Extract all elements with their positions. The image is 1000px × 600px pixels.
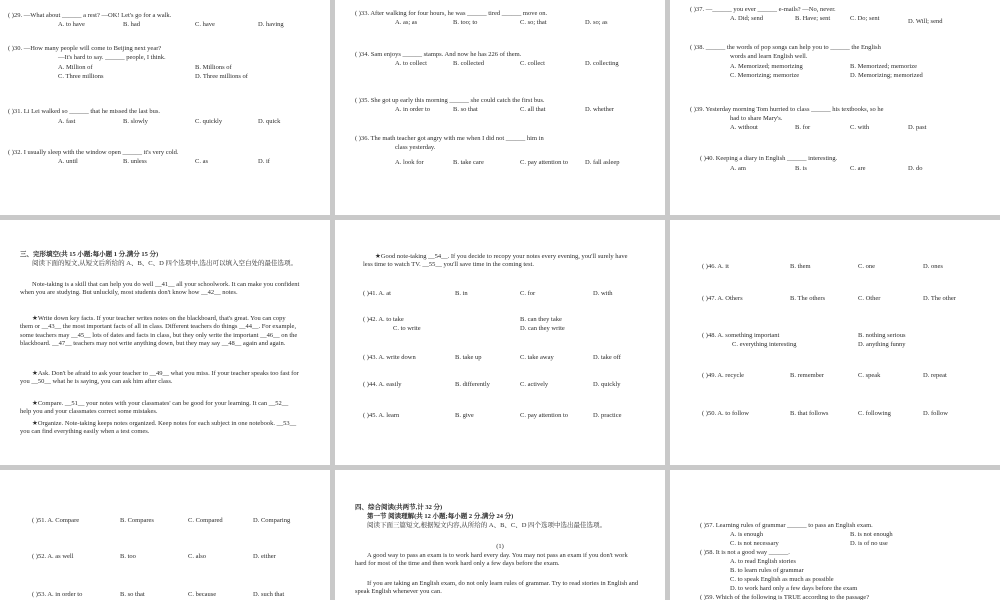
question-text: ( )29. —What about ______ a rest? —OK! Let's go for a walk. [8,12,172,19]
question-text: D. Will; send [908,18,943,25]
question-text: B. too; to [453,19,478,26]
question-text: ( )45. A. learn [363,412,400,419]
question-text: ( )33. After walking for four hours, he was ______ tired ______ move on. [355,10,548,17]
question-text: C. have [195,21,215,28]
question-text: D. follow [923,410,948,417]
question-text: B. slowly [123,118,148,125]
question-text: D. is of no use [850,540,888,547]
question-text: ( )58. It is not a good way ______. [700,549,790,556]
question-text: A. am [730,165,746,172]
passage-para: ★Compare. __51__ your notes with your classmates' can be good for your learning. It can __52__ help you and your classmates correct some mistakes. [20,400,289,416]
question-text: B. give [455,412,474,419]
page-cloze-options-46-50 [670,220,1000,465]
question-text: C. to write [393,325,421,332]
question-text: B. Millions of [195,64,232,71]
question-text: D. take off [593,354,621,361]
question-text: C. pay attention to [520,159,569,166]
question-text: D. to work hard only a few days before the exam [730,585,858,592]
question-text: B. collected [453,60,485,67]
page-reading-passage [335,470,665,600]
question-text: B. differently [455,381,490,388]
question-text: A. without [730,124,758,131]
question-text: B. so that [453,106,478,113]
question-text: D. if [258,158,270,165]
question-text: C. Three millions [58,73,104,80]
page-cloze-passage [0,220,330,465]
question-text: B. is not enough [850,531,893,538]
question-text: D. Comparing [253,517,291,524]
section-instruction: 阅读下面的短文,从短文后所给的 A、B、C、D 四个选项中,选出可以填入空白处的最佳选项。 [32,260,298,267]
question-text: ( )35. She got up early this morning ______ she could catch the first bus. [355,97,545,104]
question-text: C. everything interesting [732,341,797,348]
question-text: D. anything funny [858,341,906,348]
question-text: words and learn English well. [730,53,808,60]
question-text: ( )47. A. Others [702,295,743,302]
question-text: C. so; that [520,19,547,26]
question-text: ( )48. A. something important [702,332,780,339]
question-text: ( )43. A. write down [363,354,416,361]
question-text: C. is not necessary [730,540,779,547]
question-text: A. Did; send [730,15,764,22]
question-text: B. had [123,21,140,28]
question-text: B. nothing serious [858,332,906,339]
question-text: ( )38. ______ the words of pop songs can help you to ______ the English [690,44,881,51]
question-text: had to share Mary's. [730,115,783,122]
question-text: ( )30. —How many people will come to Beijing next year? [8,45,162,52]
page-cloze-options-51-53 [0,470,330,600]
question-text: D. with [593,290,613,297]
question-text: A. look for [395,159,424,166]
question-text: C. for [520,290,536,297]
question-text: A. to have [58,21,85,28]
page-cloze-options-41-45 [335,220,665,465]
question-text: C. collect [520,60,545,67]
question-text: ( )53. A. in order to [32,591,83,598]
question-text: D. such that [253,591,285,598]
question-text: ( )51. A. Compare [32,517,80,524]
question-text: B. that follows [790,410,829,417]
question-text: ( )34. Sam enjoys ______ stamps. And now he has 226 of them. [355,51,522,58]
question-text: D. having [258,21,284,28]
question-text: D. either [253,553,276,560]
question-text: B. for [795,124,811,131]
question-text: D. practice [593,412,622,419]
question-text: C. following [858,410,891,417]
question-text: A. is enough [730,531,764,538]
section-heading: 三、完形填空(共 15 小题;每小题 1 分,满分 15 分) [20,251,159,258]
question-text: D. whether [585,106,614,113]
question-text: D. so; as [585,19,608,26]
question-text: B. is [795,165,807,172]
question-text: ( )44. A. easily [363,381,402,388]
passage-para: ★Good note-taking __54__. If you decide to recopy your notes every evening, you'll surely have less time to watch TV. __55__ you'll save time in the coming test. [363,253,628,269]
question-text: A. Memorized; memorizing [730,63,803,70]
question-text: D. fall asleep [585,159,620,166]
question-text: A. as; as [395,19,418,26]
question-text: —It's hard to say. ______ people, I think. [58,54,166,61]
question-text: C. pay attention to [520,412,569,419]
question-text: C. take away [520,354,554,361]
question-text: B. The others [790,295,826,302]
question-text: D. quick [258,118,281,125]
question-text: C. also [188,553,207,560]
question-text: ( )32. I usually sleep with the window open ______ it's very cold. [8,149,179,156]
question-text: ( )31. Li Lei walked so ______ that he missed the last bus. [8,108,161,115]
question-text: ( )50. A. to follow [702,410,749,417]
question-text: C. as [195,158,208,165]
question-text: D. quickly [593,381,621,388]
passage-para: Note-taking is a skill that can help you do well __41__ all your schoolwork. It can make you confident when you are studying. But unluckily, most students don't know how __42__ notes. [20,281,300,297]
question-text: A. Million of [58,64,93,71]
question-text: C. one [858,263,875,270]
question-text: D. collecting [585,60,619,67]
passage-para: ★Organize. Note-taking keeps notes organized. Keep notes for each subject in one notebook. __53__ you can find everything easily when a test comes. [20,420,297,436]
question-text: class yesterday. [395,144,436,151]
question-text: D. can they write [520,325,565,332]
question-text: D. ones [923,263,943,270]
question-text: B. them [790,263,811,270]
question-text: D. repeat [923,372,947,379]
question-text: C. Do; sent [850,15,880,22]
question-text: D. Three millions of [195,73,248,80]
question-text: D. do [908,165,923,172]
question-text: ( )37. —______ you ever ______ e-mails? —No, never. [690,6,836,13]
question-text: ( )39. Yesterday morning Tom hurried to class ______ his textbooks, so he [690,106,884,113]
page-reading-questions [670,470,1000,600]
passage-para: A good way to pass an exam is to work hard every day. You may not pass an exam if you don't work hard for most of the time and then work hard only a few days before the exam. [355,552,628,568]
passage-para: ★Ask. Don't be afraid to ask your teacher to __49__ what you miss. If your teacher speaks too fast for you __50__ what he is saying, you can ask him after class. [20,370,299,386]
page-q33-36 [335,0,665,215]
question-text: B. Memorized; memorize [850,63,917,70]
question-text: C. actively [520,381,549,388]
passage-para: If you are taking an English exam, do not only learn rules of grammar. Try to read stories in English and speak English whenever you can. [355,580,639,596]
question-text: ( )46. A. it [702,263,729,270]
question-text: ( )59. Which of the following is TRUE according to the passage? [700,594,870,600]
question-text: C. quickly [195,118,223,125]
question-text: D. The other [923,295,956,302]
question-text: C. are [850,165,866,172]
question-text: C. Compared [188,517,223,524]
question-text: ( )49. A. recycle [702,372,745,379]
question-text: C. speak [858,372,881,379]
question-text: B. Compares [120,517,154,524]
subsection-heading: 第一节 阅读理解(共 12 小题;每小题 2 分,满分 24 分) [367,513,514,520]
question-text: B. too [120,553,136,560]
question-text: ( )52. A. as well [32,553,74,560]
question-text: B. Have; sent [795,15,831,22]
question-text: B. remember [790,372,824,379]
question-text: B. unless [123,158,147,165]
question-text: A. in order to [395,106,431,113]
question-text: C. all that [520,106,546,113]
question-text: B. take care [453,159,484,166]
question-text: ( )40. Keeping a diary in English ______ interesting. [700,155,838,162]
question-text: A. fast [58,118,76,125]
question-text: B. in [455,290,468,297]
question-text: B. can they take [520,316,562,323]
question-text: ( )41. A. at [363,290,391,297]
question-text: A. until [58,158,78,165]
question-text: A. to collect [395,60,427,67]
page-q37-40 [670,0,1000,215]
passage-para: ★Write down key facts. If your teacher writes notes on the blackboard, that's great. You can copy them or __43__ the most important facts of all in class. Different teachers do things __44__. For example, some teachers may __45__ lots of dates and facts in class, but they only write the important __46__ on the blackboard. __47__ teachers may not write anything down, but they may say __48__ again and again. [20,315,298,347]
question-text: B. so that [120,591,145,598]
question-text: B. to learn rules of grammar [730,567,804,574]
question-text: C. to speak English as much as possible [730,576,834,583]
question-text: D. past [908,124,927,131]
section-heading: 四、综合阅读(共两节,计 32 分) [355,504,443,511]
question-text: ( )36. The math teacher got angry with me when I did not ______ him in [355,135,544,142]
question-text: ( )42. A. to take [363,316,404,323]
question-text: C. because [188,591,217,598]
page-q29-32 [0,0,330,215]
question-text: ( )57. Learning rules of grammar ______ to pass an English exam. [700,522,873,529]
question-text: A. to read English stories [730,558,796,565]
question-text: C. Other [858,295,881,302]
question-text: B. take up [455,354,482,361]
question-text: C. Memorizing; memorize [730,72,800,79]
passage-number: (1) [496,543,504,550]
question-text: C. with [850,124,870,131]
section-instruction: 阅读下面三篇短文,根据短文内容,从所给的 A、B、C、D 四个选项中选出最佳选项。 [367,522,607,529]
question-text: D. Memorizing; memorized [850,72,923,79]
